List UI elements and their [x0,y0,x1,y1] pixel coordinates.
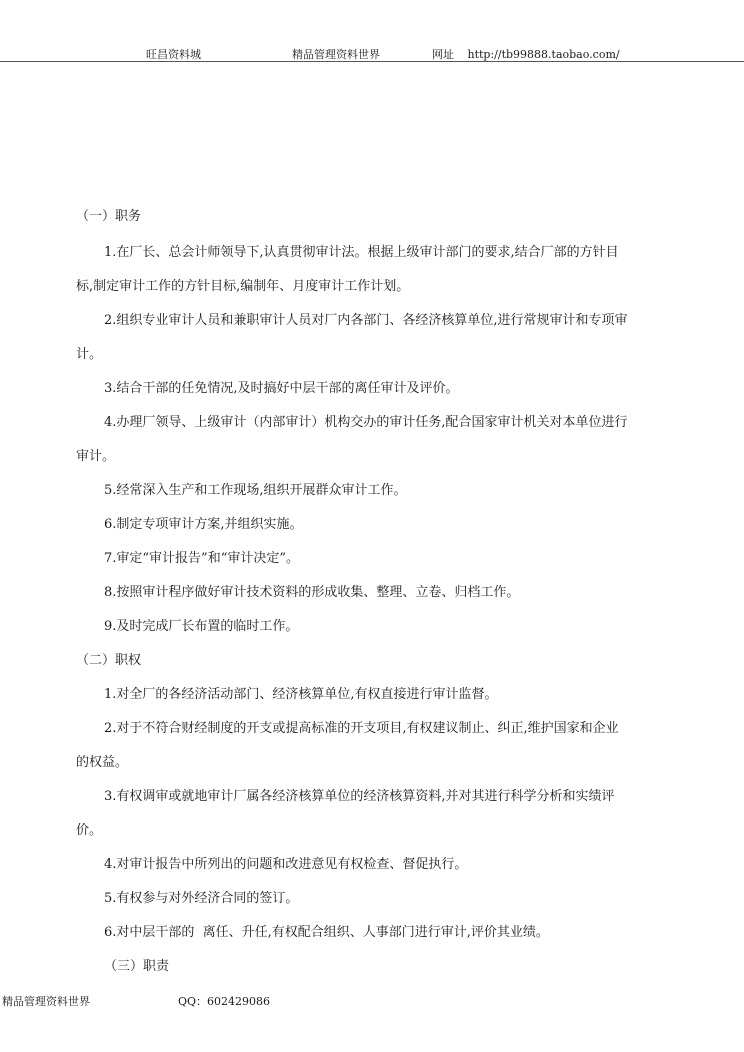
header-brand-name: 精品管理资料世界 [292,48,380,61]
page-header [0,0,744,62]
section-title-duties: （一）职务 [76,209,142,224]
paragraph-line: 3.结合干部的任免情况,及时搞好中层干部的离任审计及评价。 [104,381,459,396]
paragraph-line: 4.办理厂领导、上级审计（内部审计）机构交办的审计任务,配合国家审计机关对本单位进行 [104,415,628,430]
section-title-authority: （二）职权 [76,653,142,668]
paragraph-line: 计。 [76,347,103,362]
paragraph-line: 标,制定审计工作的方针目标,编制年、月度审计工作计划。 [76,279,410,294]
paragraph-line: 5.经常深入生产和工作现场,组织开展群众审计工作。 [104,483,407,498]
paragraph-line: 的权益。 [76,755,129,770]
paragraph-line: 1.在厂长、总会计师领导下,认真贯彻审计法。根据上级审计部门的要求,结合厂部的方针目 [104,245,619,260]
paragraph-line: 价。 [76,823,103,838]
header-site-name: 旺昌资料城 [146,48,201,61]
paragraph-line: 4.对审计报告中所列出的问题和改进意见有权检查、督促执行。 [104,857,468,872]
paragraph-line: 审计。 [76,449,116,464]
paragraph-line: 8.按照审计程序做好审计技术资料的形成收集、整理、立卷、归档工作。 [104,585,520,600]
paragraph-line: 3.有权调审或就地审计厂属各经济核算单位的经济核算资料,并对其进行科学分析和实绩评 [104,789,615,804]
header-url-block [432,46,620,62]
footer-qq: QQ：602429086 [178,995,271,1008]
footer-brand-name: 精品管理资料世界 [2,995,90,1008]
paragraph-line: 2.组织专业审计人员和兼职审计人员对厂内各部门、各经济核算单位,进行常规审计和专项审 [104,313,628,328]
paragraph-line: 6.对中层干部的 离任、升任,有权配合组织、人事部门进行审计,评价其业绩。 [104,925,549,940]
header-url-link[interactable]: http://tb99888.taobao.com/ [467,48,620,61]
paragraph-line: 9.及时完成厂长布置的临时工作。 [104,619,299,634]
paragraph-line: 2.对于不符合财经制度的开支或提高标准的开支项目,有权建议制止、纠正,维护国家和企业 [104,721,619,736]
paragraph-line: 5.有权参与对外经济合同的签订。 [104,891,299,906]
paragraph-line: 1.对全厂的各经济活动部门、经济核算单位,有权直接进行审计监督。 [104,687,498,702]
header-url-label: 网址 [432,48,454,61]
paragraph-line: 7.审定“审计报告”和“审计决定”。 [104,551,299,566]
section-title-responsibilities: （三）职责 [104,959,170,974]
paragraph-line: 6.制定专项审计方案,并组织实施。 [104,517,303,532]
